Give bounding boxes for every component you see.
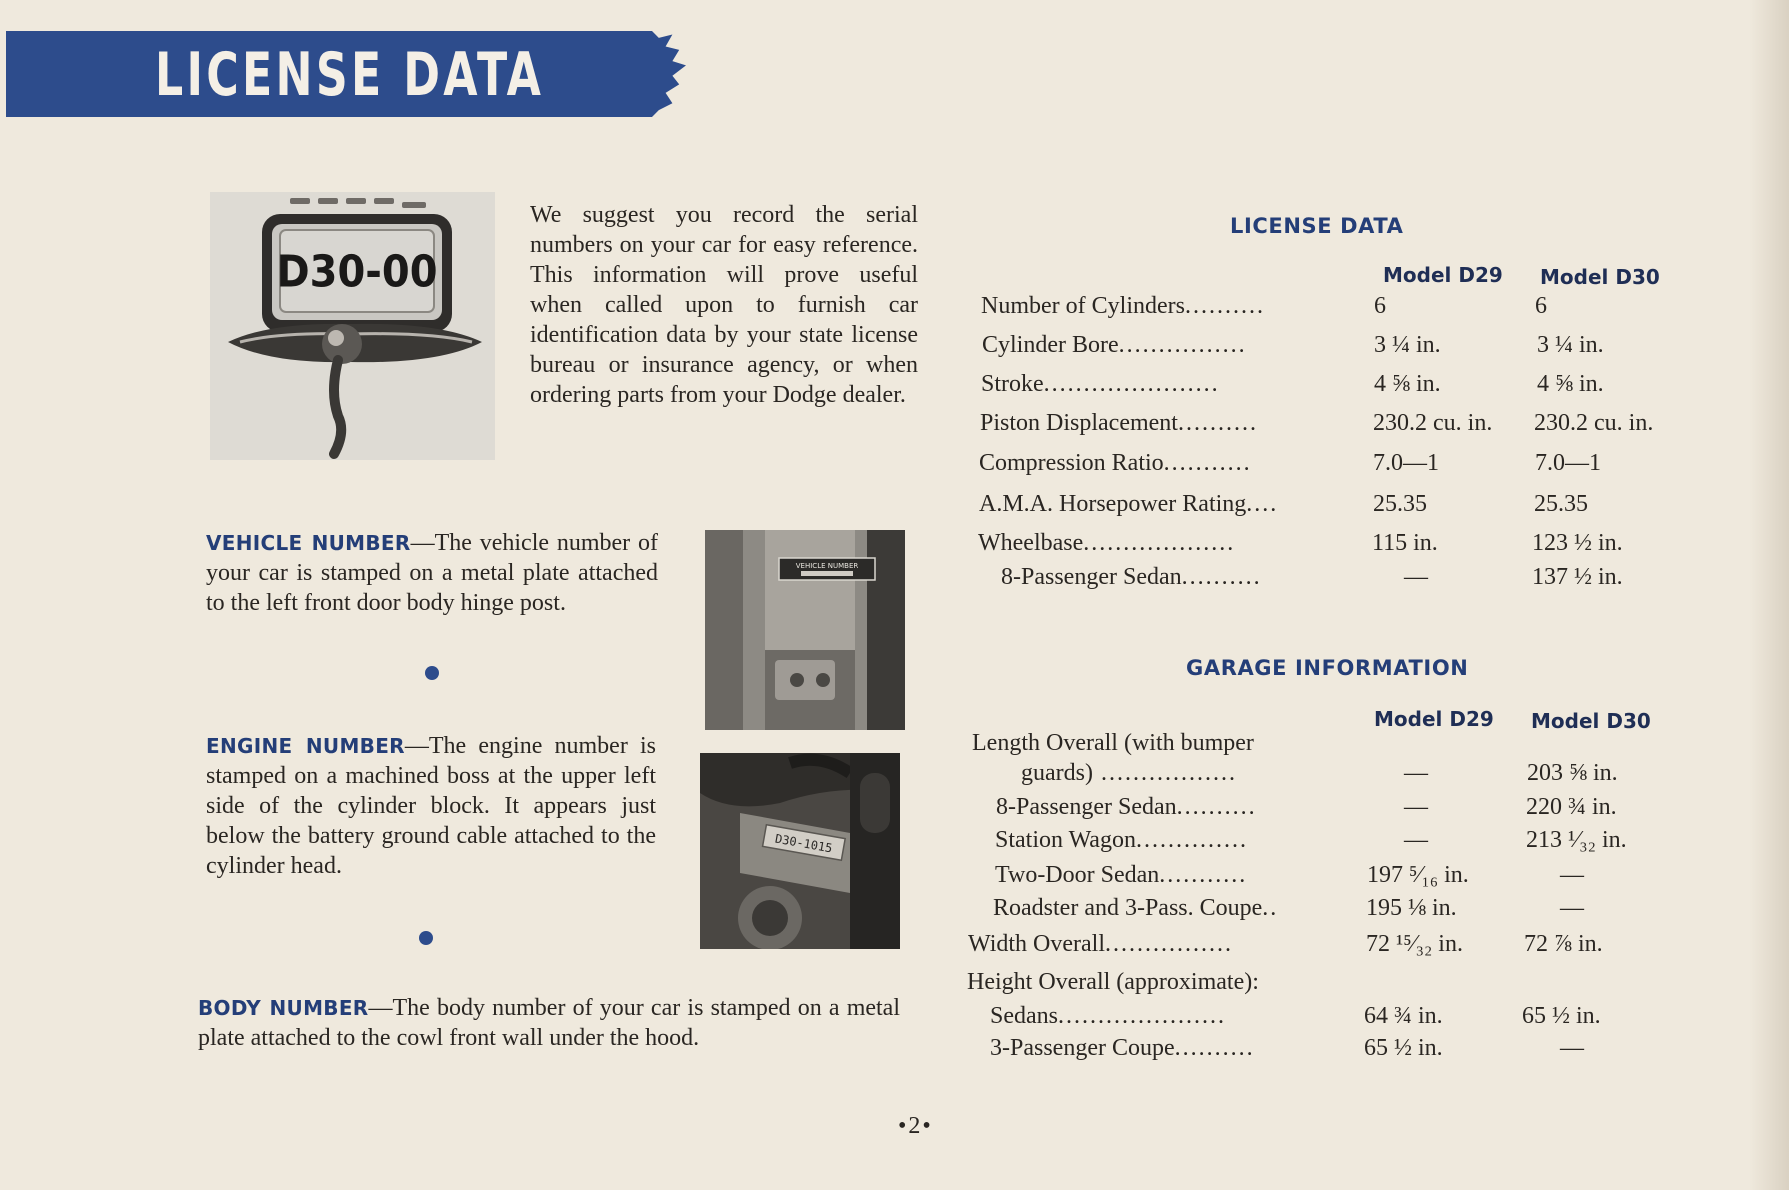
section-bullet xyxy=(419,931,433,945)
model-d30-value: 230.2 cu. in. xyxy=(1534,410,1654,436)
row-leader-dots: .......... xyxy=(1176,794,1257,820)
row-label xyxy=(980,408,1258,438)
serial-plate-image xyxy=(210,192,495,460)
row-label xyxy=(972,728,1254,758)
row-label xyxy=(995,860,1247,890)
garage-col-d30-header: Model D30 xyxy=(1531,709,1651,733)
license-col-d29-header: Model D29 xyxy=(1383,263,1503,287)
intro-paragraph: We suggest you record the serial numbers on your car for easy reference. This information will prove useful when called upon to furnish car identification data by your state license bureau or insurance agency, or when ordering parts from your Dodge dealer. xyxy=(530,202,918,408)
model-d30-value: 6 xyxy=(1535,293,1547,319)
model-d29-value: 230.2 cu. in. xyxy=(1373,410,1493,436)
row-label-text: Width Overall xyxy=(968,931,1105,957)
row-label-text: 8-Passenger Sedan xyxy=(1001,564,1182,590)
row-label-text: Station Wagon xyxy=(995,827,1136,853)
door-hinge-plate-image xyxy=(705,530,905,730)
vehicle-number-heading: VEHICLE NUMBER xyxy=(206,531,411,555)
row-label xyxy=(978,528,1235,558)
table-row xyxy=(982,330,1682,360)
engine-block-image xyxy=(700,753,900,949)
table-row xyxy=(979,489,1679,519)
model-d29-value: 64 ¾ in. xyxy=(1364,1003,1443,1029)
row-label xyxy=(1001,562,1262,592)
garage-col-d29-header: Model D29 xyxy=(1374,707,1494,731)
row-label xyxy=(981,291,1265,321)
row-label-text: guards) xyxy=(1021,760,1093,786)
model-d29-value: 4 ⅝ in. xyxy=(1374,371,1441,397)
row-label-text: Sedans xyxy=(990,1003,1058,1029)
row-label xyxy=(979,448,1252,478)
row-label xyxy=(968,929,1233,959)
table-row xyxy=(995,825,1695,855)
model-d30-value: — xyxy=(1560,862,1584,888)
page-binding-shadow xyxy=(1749,0,1789,1190)
model-d29-value: 197 ⁵⁄₁₆ in. xyxy=(1367,862,1469,888)
page-title: LICENSE DATA xyxy=(155,40,545,110)
model-d30-value: 3 ¼ in. xyxy=(1537,332,1604,358)
table-row xyxy=(979,448,1679,478)
table-row xyxy=(990,1001,1690,1031)
row-label-text: Two-Door Sedan xyxy=(995,862,1160,888)
section-bullet xyxy=(425,666,439,680)
row-label-text: Stroke xyxy=(981,371,1044,397)
row-label xyxy=(1021,758,1237,788)
model-d29-value: 6 xyxy=(1374,293,1386,319)
row-label-text: A.M.A. Horsepower Rating xyxy=(979,491,1247,517)
body-number-heading: BODY NUMBER xyxy=(198,996,369,1020)
row-label xyxy=(979,489,1278,519)
vehicle-number-paragraph xyxy=(206,528,658,618)
model-d29-value: 3 ¼ in. xyxy=(1374,332,1441,358)
row-label-text: Cylinder Bore xyxy=(982,332,1119,358)
table-row xyxy=(981,369,1681,399)
table-row xyxy=(968,929,1668,959)
row-leader-dots: .... xyxy=(1246,491,1279,517)
table-row xyxy=(1021,758,1721,788)
row-label-text: Height Overall (approximate): xyxy=(967,969,1259,995)
table-row xyxy=(972,728,1672,758)
row-leader-dots: .......... xyxy=(1174,1035,1255,1061)
table-row xyxy=(996,792,1696,822)
row-label-text: Number of Cylinders xyxy=(981,293,1185,319)
row-leader-dots: .......... xyxy=(1181,564,1262,590)
row-leader-dots: ..................... xyxy=(1058,1003,1226,1029)
model-d30-value: 65 ½ in. xyxy=(1522,1003,1601,1029)
model-d30-value: 123 ½ in. xyxy=(1532,530,1623,556)
row-label-text: Length Overall (with bumper xyxy=(972,730,1254,756)
table-row xyxy=(967,967,1667,997)
vehicle-number-text: —The vehicle number of your car is stamped on a metal plate attached to the left front door body hinge post. xyxy=(206,530,658,616)
model-d30-value: 7.0—1 xyxy=(1535,450,1601,476)
row-label-text: 8-Passenger Sedan xyxy=(996,794,1177,820)
model-d30-value: 4 ⅝ in. xyxy=(1537,371,1604,397)
model-d30-value: 220 ¾ in. xyxy=(1526,794,1617,820)
engine-number-paragraph xyxy=(206,731,656,881)
row-leader-dots: .............. xyxy=(1135,827,1248,853)
table-row xyxy=(993,893,1693,923)
row-label xyxy=(982,330,1247,360)
row-leader-dots: ................... xyxy=(1083,530,1236,556)
license-col-d30-header: Model D30 xyxy=(1540,265,1660,289)
table-row xyxy=(990,1033,1690,1063)
serial-plate-text: D30-00 xyxy=(276,245,438,298)
row-label xyxy=(967,967,1259,997)
row-label-text: Wheelbase xyxy=(978,530,1084,556)
model-d29-value: — xyxy=(1404,827,1428,853)
model-d30-value: 25.35 xyxy=(1534,491,1588,517)
model-d30-value: — xyxy=(1560,1035,1584,1061)
model-d29-value: 115 in. xyxy=(1372,530,1438,556)
row-label xyxy=(990,1033,1255,1063)
row-label-text: Compression Ratio xyxy=(979,450,1164,476)
model-d30-value: 213 ¹⁄₃₂ in. xyxy=(1526,827,1627,853)
page-number: •2• xyxy=(898,1113,933,1139)
model-d29-value: — xyxy=(1404,564,1428,590)
row-leader-dots: ................ xyxy=(1118,332,1247,358)
model-d29-value: — xyxy=(1404,760,1428,786)
row-label xyxy=(990,1001,1226,1031)
model-d29-value: 7.0—1 xyxy=(1373,450,1439,476)
body-number-text: —The body number of your car is stamped on a metal plate attached to the cowl front wall under the hood. xyxy=(198,995,901,1051)
row-leader-dots: .......... xyxy=(1177,410,1258,436)
model-d30-value: — xyxy=(1560,895,1584,921)
model-d29-value: 72 ¹⁵⁄₃₂ in. xyxy=(1366,931,1463,957)
row-leader-dots: .......... xyxy=(1184,293,1265,319)
model-d29-value: 25.35 xyxy=(1373,491,1427,517)
door-plate-text: VEHICLE NUMBER xyxy=(795,562,859,570)
row-leader-dots: ................. xyxy=(1092,760,1237,786)
row-leader-dots: ........... xyxy=(1159,862,1248,888)
table-row xyxy=(1001,562,1701,592)
garage-information-heading: GARAGE INFORMATION xyxy=(1186,656,1469,680)
table-row xyxy=(978,528,1678,558)
engine-plate-text: D30-1015 xyxy=(774,831,834,856)
row-label xyxy=(993,893,1278,923)
table-row xyxy=(980,408,1680,438)
row-label-text: Roadster and 3-Pass. Coupe xyxy=(993,895,1263,921)
model-d30-value: 72 ⅞ in. xyxy=(1524,931,1603,957)
row-leader-dots: .. xyxy=(1262,895,1279,921)
row-label xyxy=(981,369,1220,399)
row-label xyxy=(996,792,1257,822)
body-number-paragraph xyxy=(198,993,900,1053)
model-d29-value: 65 ½ in. xyxy=(1364,1035,1443,1061)
license-data-heading: LICENSE DATA xyxy=(1230,214,1404,238)
row-leader-dots: ................ xyxy=(1105,931,1233,957)
engine-number-text: —The engine number is stamped on a machined boss at the upper left side of the cylinder block. It appears just below the battery ground cable attached to the cylinder head. xyxy=(206,733,656,879)
model-d30-value: 137 ½ in. xyxy=(1532,564,1623,590)
table-row xyxy=(981,291,1681,321)
row-label-text: Piston Displacement xyxy=(980,410,1178,436)
row-leader-dots: ...................... xyxy=(1043,371,1220,397)
model-d29-value: 195 ⅛ in. xyxy=(1366,895,1457,921)
model-d30-value: 203 ⅝ in. xyxy=(1527,760,1618,786)
table-row xyxy=(995,860,1695,890)
row-label-text: 3-Passenger Coupe xyxy=(990,1035,1175,1061)
row-label xyxy=(995,825,1248,855)
model-d29-value: — xyxy=(1404,794,1428,820)
row-leader-dots: ........... xyxy=(1163,450,1252,476)
engine-number-heading: ENGINE NUMBER xyxy=(206,734,405,758)
